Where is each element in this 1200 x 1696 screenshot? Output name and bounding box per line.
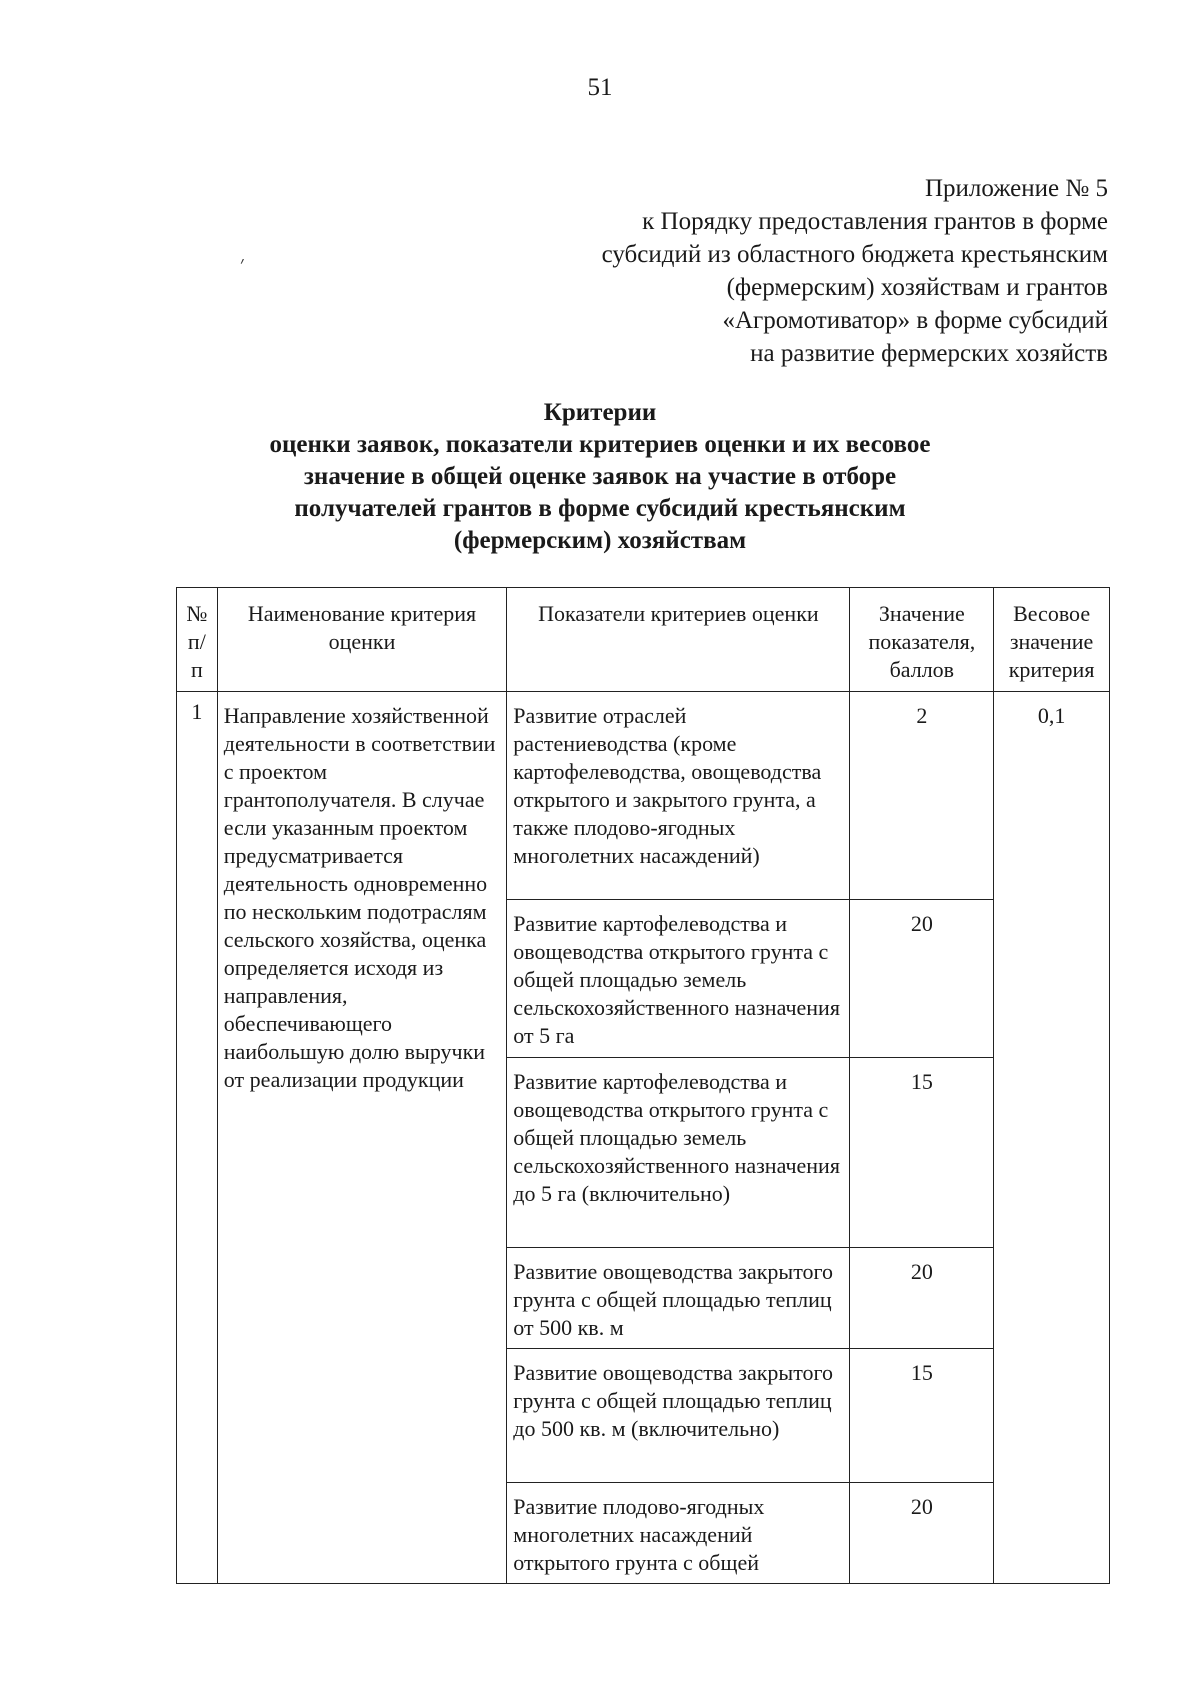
indicator-text: Развитие овощеводства закрытого грунта с общей площадью теплиц от 500 кв. м: [507, 1248, 850, 1349]
indicator-text: Развитие картофелеводства и овощеводства открытого грунта с общей площадью земель сельскохозяйственного назначения от 5 га: [507, 900, 850, 1058]
indicator-text: Развитие плодово-ягодных многолетних насаждений открытого грунта с общей: [507, 1483, 850, 1584]
indicator-value: 20: [850, 1248, 994, 1349]
indicator-value: 20: [850, 900, 994, 1058]
title-line: (фермерским) хозяйствам: [453, 527, 747, 554]
header-indicator-value: Значение показателя, баллов: [850, 588, 994, 692]
indicator-value: 2: [850, 692, 994, 900]
title-line: получателей грантов в форме субсидий крестьянским: [294, 495, 906, 522]
table-header-row: [177, 588, 1110, 692]
title-line: Критерии: [543, 399, 657, 426]
indicator-text: Развитие отраслей растениеводства (кроме картофелеводства, овощеводства открытого и закрытого грунта, а также плодово-ягодных многолетних насаждений): [507, 692, 850, 900]
header-number: № п/п: [177, 588, 218, 692]
indicator-text: Развитие овощеводства закрытого грунта с общей площадью теплиц до 500 кв. м (включительно): [507, 1349, 850, 1483]
appendix-line: субсидий из областного бюджета крестьянским: [601, 241, 1108, 268]
appendix-line: (фермерским) хозяйствам и грантов: [726, 274, 1108, 301]
appendix-line: на развитие фермерских хозяйств: [750, 340, 1108, 367]
indicator-value: 20: [850, 1483, 994, 1584]
table-row: [177, 692, 1110, 900]
header-weight: Весовое значение критерия: [994, 588, 1110, 692]
page-number: 51: [587, 74, 613, 101]
criteria-table: [176, 587, 1110, 1584]
appendix-line: «Агромотиватор» в форме субсидий: [722, 307, 1108, 334]
header-criterion-name: Наименование критерия оценки: [217, 588, 507, 692]
row-number: 1: [177, 692, 218, 1584]
title-line: значение в общей оценке заявок на участие в отборе: [303, 463, 897, 490]
stray-mark: ׳: [240, 253, 245, 275]
indicator-value: 15: [850, 1058, 994, 1248]
appendix-line: к Порядку предоставления грантов в форме: [642, 208, 1108, 235]
title-line: оценки заявок, показатели критериев оценки и их весовое: [269, 431, 931, 458]
document-title: [0, 397, 1200, 557]
indicator-text: Развитие картофелеводства и овощеводства открытого грунта с общей площадью земель сельскохозяйственного назначения до 5 га (включительно): [507, 1058, 850, 1248]
appendix-line: Приложение № 5: [924, 175, 1108, 202]
criterion-name: Направление хозяйственной деятельности в соответствии с проектом грантополучателя. В случае если указанным проектом предусматривается деятельность одновременно по нескольким подотраслям сельского хозяйства, оценка определяется исходя из направления, обеспечивающего наибольшую долю выручки от реализации продукции: [217, 692, 507, 1584]
criterion-weight: 0,1: [994, 692, 1110, 1584]
appendix-reference: [468, 172, 1108, 370]
header-indicators: Показатели критериев оценки: [507, 588, 850, 692]
indicator-value: 15: [850, 1349, 994, 1483]
